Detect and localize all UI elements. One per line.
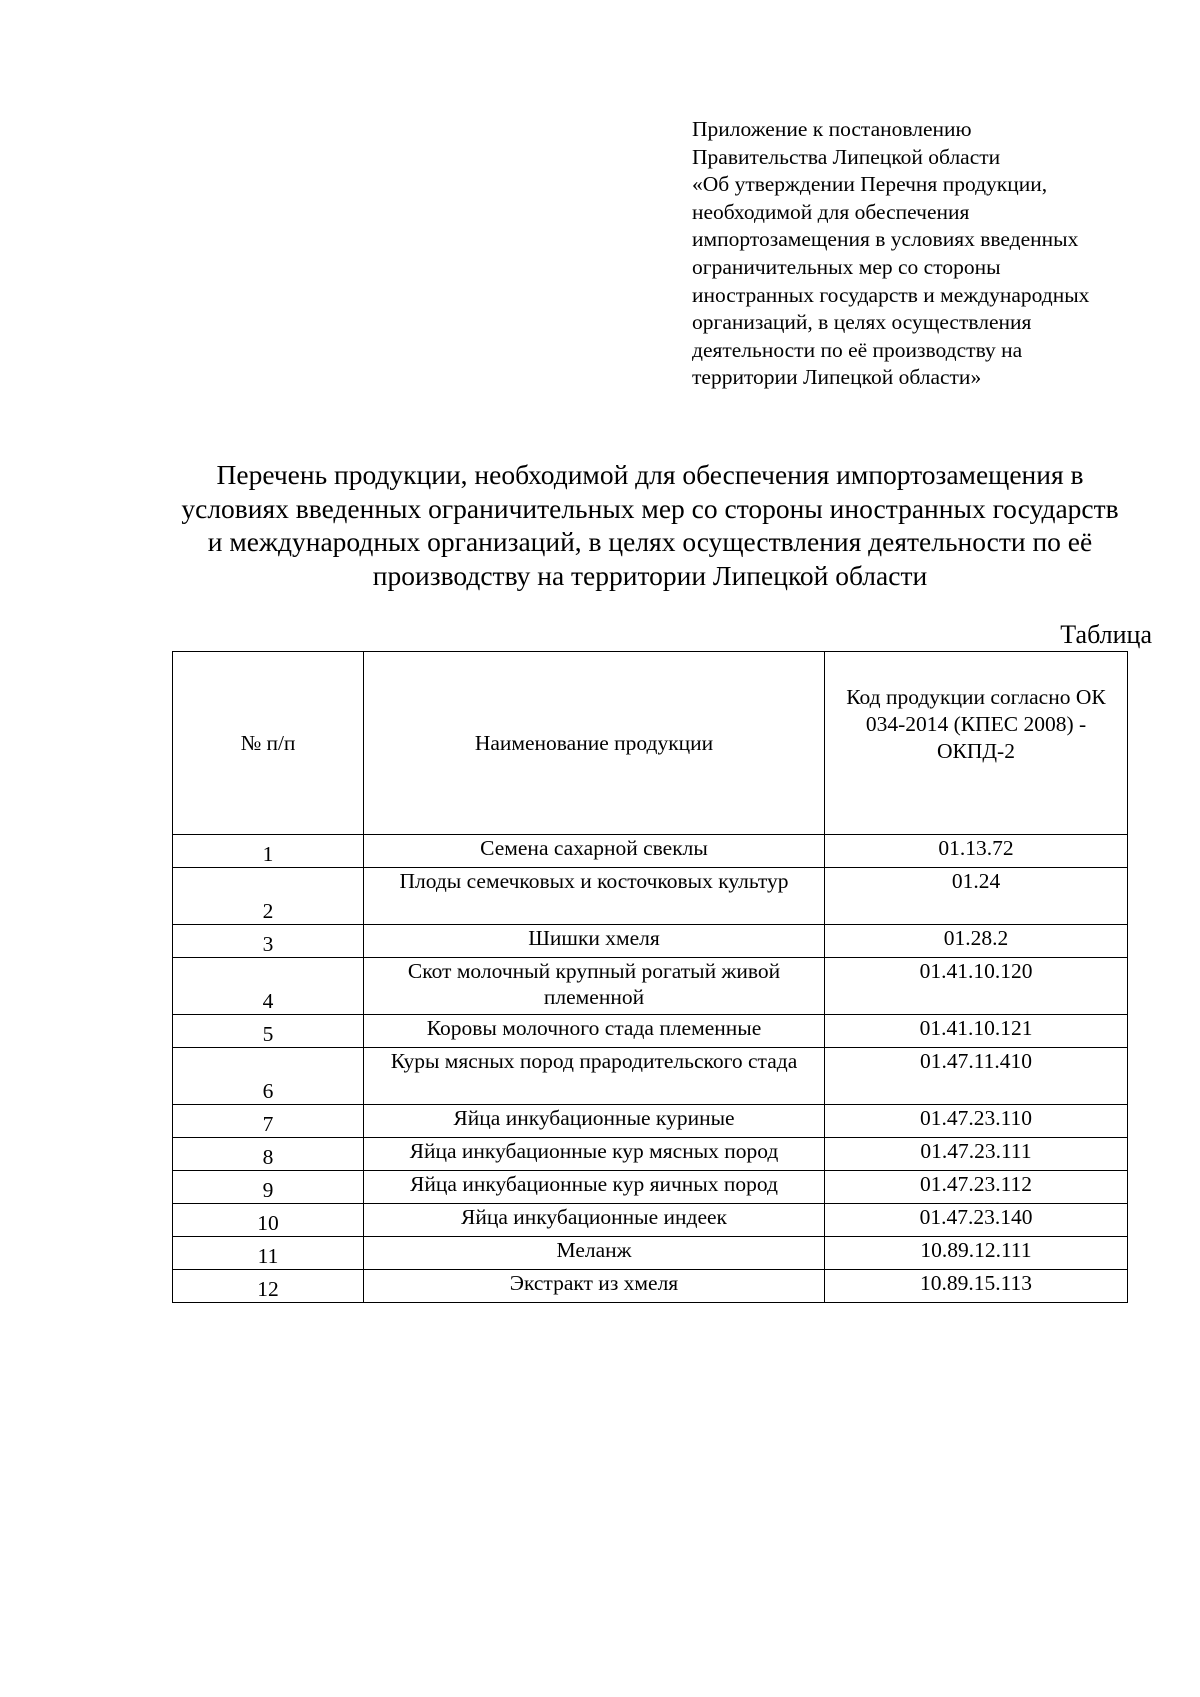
table-label: Таблица xyxy=(1060,620,1152,649)
row-name: Коровы молочного стада племенные xyxy=(364,1015,825,1048)
appendix-line: необходимой для обеспечения xyxy=(692,199,970,224)
table-row xyxy=(173,1048,1128,1105)
row-code: 01.47.23.140 xyxy=(825,1204,1128,1237)
document-title xyxy=(150,458,1150,592)
table-row xyxy=(173,958,1128,1015)
row-num: 12 xyxy=(173,1270,364,1303)
table-row xyxy=(173,1105,1128,1138)
table-row xyxy=(173,1015,1128,1048)
row-num: 3 xyxy=(173,925,364,958)
header-num: № п/п xyxy=(173,652,364,835)
row-name: Яйца инкубационные кур мясных пород xyxy=(364,1138,825,1171)
row-name: Яйца инкубационные кур яичных пород xyxy=(364,1171,825,1204)
row-num: 10 xyxy=(173,1204,364,1237)
table-header-row xyxy=(173,652,1128,835)
row-num: 1 xyxy=(173,835,364,868)
row-code: 01.41.10.120 xyxy=(825,958,1128,1015)
row-num: 4 xyxy=(173,958,364,1015)
row-code: 01.13.72 xyxy=(825,835,1128,868)
table-row xyxy=(173,1237,1128,1270)
table-row xyxy=(173,925,1128,958)
title-line: Перечень продукции, необходимой для обеспечения импортозамещения в xyxy=(216,459,1084,490)
row-name: Меланж xyxy=(364,1237,825,1270)
title-line: производству на территории Липецкой области xyxy=(372,559,928,591)
row-code: 10.89.12.111 xyxy=(825,1237,1128,1270)
appendix-line: «Об утверждении Перечня продукции, xyxy=(692,172,1048,197)
header-code: Код продукции согласно ОК 034-2014 (КПЕС 2008) - ОКПД-2 xyxy=(825,652,1128,835)
appendix-line: территории Липецкой области» xyxy=(692,365,982,390)
appendix-line: Правительства Липецкой области xyxy=(692,144,1001,169)
row-code: 01.47.23.112 xyxy=(825,1171,1128,1204)
table-row xyxy=(173,1204,1128,1237)
appendix-line: иностранных государств и международных xyxy=(692,282,1090,307)
row-num: 6 xyxy=(173,1048,364,1105)
row-num: 8 xyxy=(173,1138,364,1171)
row-code: 01.41.10.121 xyxy=(825,1015,1128,1048)
table-row xyxy=(173,1138,1128,1171)
row-code: 01.47.11.410 xyxy=(825,1048,1128,1105)
title-line: и международных организаций, в целях осуществления деятельности по её xyxy=(207,526,1093,557)
appendix-note xyxy=(692,116,1162,392)
title-line: условиях введенных ограничительных мер со стороны иностранных государств xyxy=(181,492,1119,524)
row-num: 11 xyxy=(173,1237,364,1270)
table-row xyxy=(173,868,1128,925)
row-code: 01.24 xyxy=(825,868,1128,925)
row-name: Экстракт из хмеля xyxy=(364,1270,825,1303)
appendix-line: деятельности по её производству на xyxy=(692,337,1023,362)
row-name: Семена сахарной свеклы xyxy=(364,835,825,868)
table-row xyxy=(173,835,1128,868)
row-code: 01.28.2 xyxy=(825,925,1128,958)
row-name: Скот молочный крупный рогатый живой племенной xyxy=(364,958,825,1015)
row-name: Плоды семечковых и косточковых культур xyxy=(364,868,825,925)
row-num: 5 xyxy=(173,1015,364,1048)
row-num: 2 xyxy=(173,868,364,925)
row-code: 01.47.23.111 xyxy=(825,1138,1128,1171)
header-name: Наименование продукции xyxy=(364,652,825,835)
row-name: Шишки хмеля xyxy=(364,925,825,958)
row-code: 10.89.15.113 xyxy=(825,1270,1128,1303)
table-row xyxy=(173,1270,1128,1303)
appendix-line: ограничительных мер со стороны xyxy=(692,254,1001,279)
row-name: Куры мясных пород прародительского стада xyxy=(364,1048,825,1105)
product-table xyxy=(172,651,1128,1303)
row-code: 01.47.23.110 xyxy=(825,1105,1128,1138)
row-num: 9 xyxy=(173,1171,364,1204)
appendix-line: организаций, в целях осуществления xyxy=(692,310,1032,335)
row-num: 7 xyxy=(173,1105,364,1138)
appendix-line: импортозамещения в условиях введенных xyxy=(692,227,1079,252)
row-name: Яйца инкубационные куриные xyxy=(364,1105,825,1138)
row-name: Яйца инкубационные индеек xyxy=(364,1204,825,1237)
table-row xyxy=(173,1171,1128,1204)
appendix-line: Приложение к постановлению xyxy=(692,117,972,141)
